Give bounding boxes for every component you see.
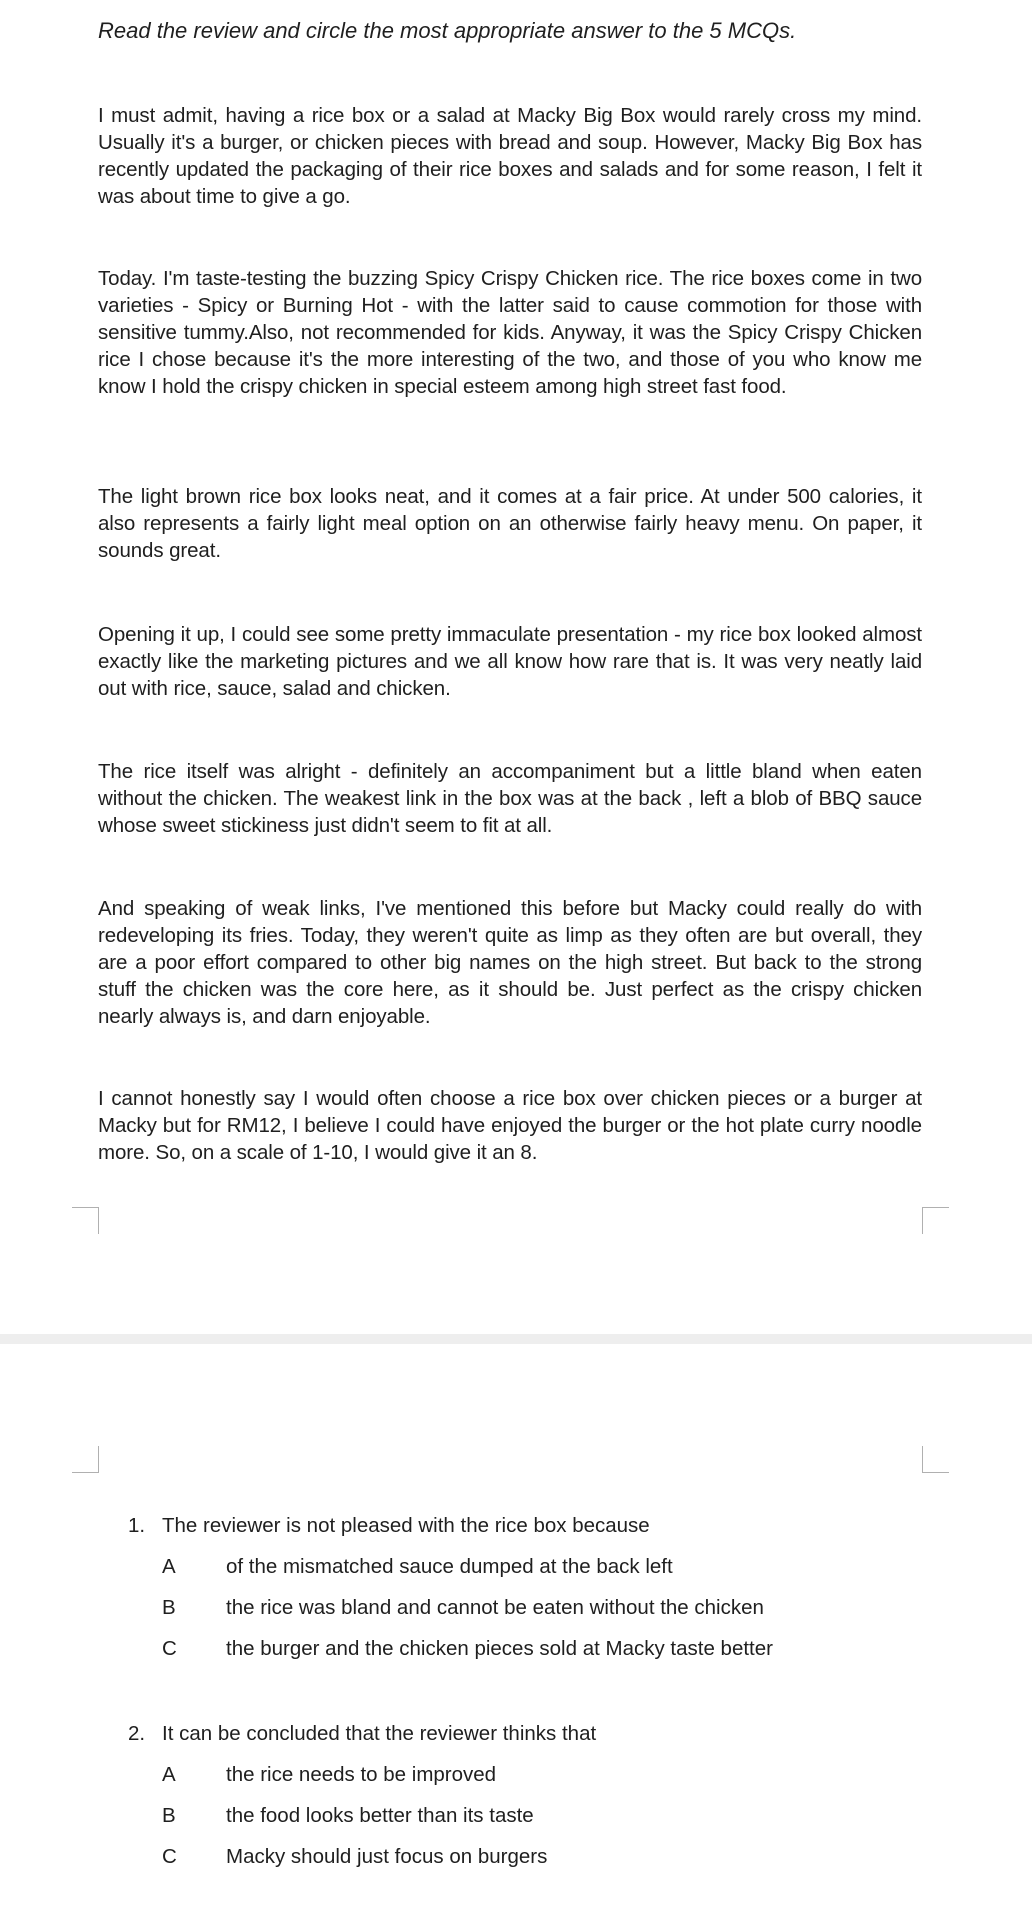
mcq-question-1 xyxy=(128,1512,928,1663)
document-page-2 xyxy=(0,1344,1032,1921)
page-break-separator xyxy=(0,1334,1032,1344)
option-text: the rice needs to be improved xyxy=(226,1763,497,1786)
review-paragraph: And speaking of weak links, I've mentioned this before but Macky could really do with redeveloping its fries. Today, they weren't quite as limp as they often are but overall, they are a poor effort compared to other big names on the high street. But back to the strong stuff the chicken was the core here, as it should be. Just perfect as the crispy chicken nearly always is, and darn enjoyable. xyxy=(98,897,922,1028)
question-stem: The reviewer is not pleased with the rice box because xyxy=(162,1514,650,1537)
option-letter: B xyxy=(162,1804,176,1827)
review-paragraph: I cannot honestly say I would often choose a rice box over chicken pieces or a burger at Macky but for RM12, I believe I could have enjoyed the burger or the hot plate curry noodle more. So, on a scale of 1-10, I would give it an 8. xyxy=(98,1087,922,1164)
review-paragraph: I must admit, having a rice box or a salad at Macky Big Box would rarely cross my mind. Usually it's a burger, or chicken pieces with bread and soup. However, Macky Big Box has recently updated the packaging of their rice boxes and salads and for some reason, I felt it was about time to give a go. xyxy=(98,104,922,208)
mcq-question-2 xyxy=(128,1720,928,1871)
option-text: the food looks better than its taste xyxy=(226,1804,534,1827)
option-text: of the mismatched sauce dumped at the back left xyxy=(226,1555,673,1578)
page-margin-corner-marker xyxy=(72,1207,99,1234)
option-letter: A xyxy=(162,1763,176,1786)
question-number: 2. xyxy=(128,1722,146,1745)
answer-option[interactable] xyxy=(128,1761,928,1789)
option-text: the burger and the chicken pieces sold at Macky taste better xyxy=(226,1637,773,1660)
option-letter: A xyxy=(162,1555,176,1578)
option-letter: C xyxy=(162,1637,177,1660)
question-stem: It can be concluded that the reviewer thinks that xyxy=(162,1722,597,1745)
answer-option[interactable] xyxy=(128,1802,928,1830)
review-paragraph: Opening it up, I could see some pretty immaculate presentation - my rice box looked almost exactly like the marketing pictures and we all know how rare that is. It was very neatly laid out with rice, sauce, salad and chicken. xyxy=(98,623,922,700)
answer-option[interactable] xyxy=(128,1594,928,1622)
option-text: Macky should just focus on burgers xyxy=(226,1845,548,1868)
answer-option[interactable] xyxy=(128,1843,928,1871)
page-margin-corner-marker xyxy=(922,1446,949,1473)
option-letter: C xyxy=(162,1845,177,1868)
option-letter: B xyxy=(162,1596,176,1619)
page-margin-corner-marker xyxy=(72,1446,99,1473)
answer-option[interactable] xyxy=(128,1635,928,1663)
instruction-heading: Read the review and circle the most appropriate answer to the 5 MCQs. xyxy=(98,18,797,43)
review-paragraph: Today. I'm taste-testing the buzzing Spicy Crispy Chicken rice. The rice boxes come in two varieties - Spicy or Burning Hot - with the latter said to cause commotion for those with sensitive tummy.Also, not recommended for kids. Anyway, it was the Spicy Crispy Chicken rice I chose because it's the more interesting of the two, and those of you who know me know I hold the crispy chicken in special esteem among high street fast food. xyxy=(98,267,922,398)
question-number: 1. xyxy=(128,1514,146,1537)
page-margin-corner-marker xyxy=(922,1207,949,1234)
review-paragraph: The rice itself was alright - definitely an accompaniment but a little bland when eaten without the chicken. The weakest link in the box was at the back , left a blob of BBQ sauce whose sweet stickiness just didn't seem to fit at all. xyxy=(98,760,922,837)
option-text: the rice was bland and cannot be eaten without the chicken xyxy=(226,1596,764,1619)
answer-option[interactable] xyxy=(128,1553,928,1581)
review-paragraph: The light brown rice box looks neat, and it comes at a fair price. At under 500 calories, it also represents a fairly light meal option on an otherwise fairly heavy menu. On paper, it sounds great. xyxy=(98,485,922,562)
